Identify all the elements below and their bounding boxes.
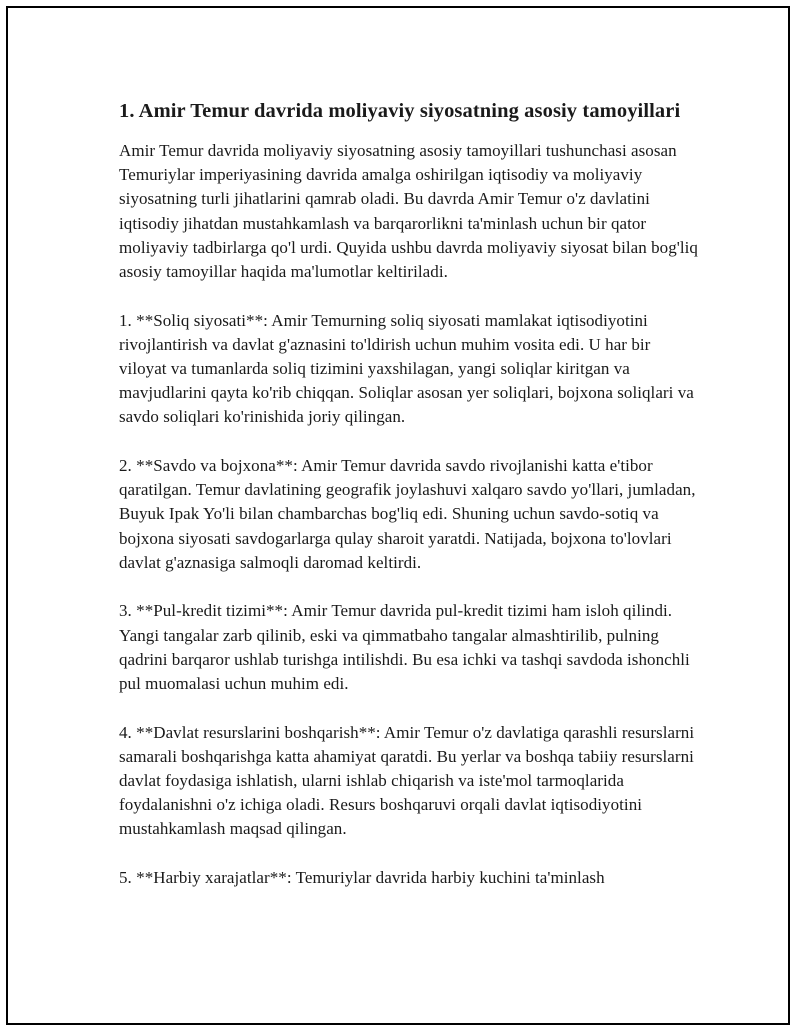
intro-paragraph: Amir Temur davrida moliyaviy siyosatning asosiy tamoyillari tushunchasi asosan Temuriylar imperiyasining davrida amalga oshirilgan iqtisodiy va moliyaviy siyosatning turli jihatlarini qamrab oladi. Bu davrda Amir Temur o'z davlatini iqtisodiy jihatdan mustahkamlash va barqarorlikni ta'minlash uchun bir qator moliyaviy tadbirlarga qo'l urdi. Quyida ushbu davrda moliyaviy siyosat bilan bog'liq asosiy tamoyillar haqida ma'lumotlar keltiriladi. [119, 141, 698, 282]
document-content [119, 98, 699, 915]
paragraph-savdo-va-bojxona: 2. **Savdo va bojxona**: Amir Temur davrida savdo rivojlanishi katta e'tibor qaratilgan. Temur davlatining geografik joylashuvi xalqaro savdo yo'llari, jumladan, Buyuk Ipak Yo'li bilan chambarchas bog'liq edi. Shuning uchun savdo-sotiq va bojxona siyosati savdogarlarga qulay sharoit yaratdi. Natijada, bojxona to'lovlari davlat g'aznasiga salmoqli daromad keltirdi. [119, 456, 696, 572]
paragraph-pul-kredit-tizimi: 3. **Pul-kredit tizimi**: Amir Temur davrida pul-kredit tizimi ham isloh qilindi. Yangi tangalar zarb qilinib, eski va qimmatbaho tangalar almashtirilib, pulning qadrini barqaror ushlab turishga intilishdi. Bu esa ichki va tashqi savdoda ishonchli pul muomalasi uchun muhim edi. [119, 601, 690, 694]
paragraph-harbiy-xarajatlar: 5. **Harbiy xarajatlar**: Temuriylar davrida harbiy kuchini ta'minlash [119, 868, 605, 888]
paragraph-soliq-siyosati: 1. **Soliq siyosati**: Amir Temurning soliq siyosati mamlakat iqtisodiyotini rivojlantirish va davlat g'aznasini to'ldirish uchun muhim vosita edi. U har bir viloyat va tumanlarda soliq tizimini yaxshilagan, yangi soliqlar kiritgan va mavjudlarini qayta ko'rib chiqqan. Soliqlar asosan yer soliqlari, bojxona soliqlari va savdo soliqlari ko'rinishida joriy qilingan. [119, 310, 694, 427]
document-page [6, 6, 790, 1025]
section-heading: 1. Amir Temur davrida moliyaviy siyosatning asosiy tamoyillari [119, 100, 681, 122]
paragraph-davlat-resurslari: 4. **Davlat resurslarini boshqarish**: Amir Temur o'z davlatiga qarashli resurslarni samarali boshqarishga katta ahamiyat qaratdi. Bu yerlar va boshqa tabiiy resurslarni davlat foydasiga ishlatish, ularni ishlab chiqarish va iste'mol tarmoqlarida foydalanishni o'z ichiga oladi. Resurs boshqaruvi orqali davlat iqtisodiyotini mustahkamlash maqsad qilingan. [119, 722, 695, 839]
